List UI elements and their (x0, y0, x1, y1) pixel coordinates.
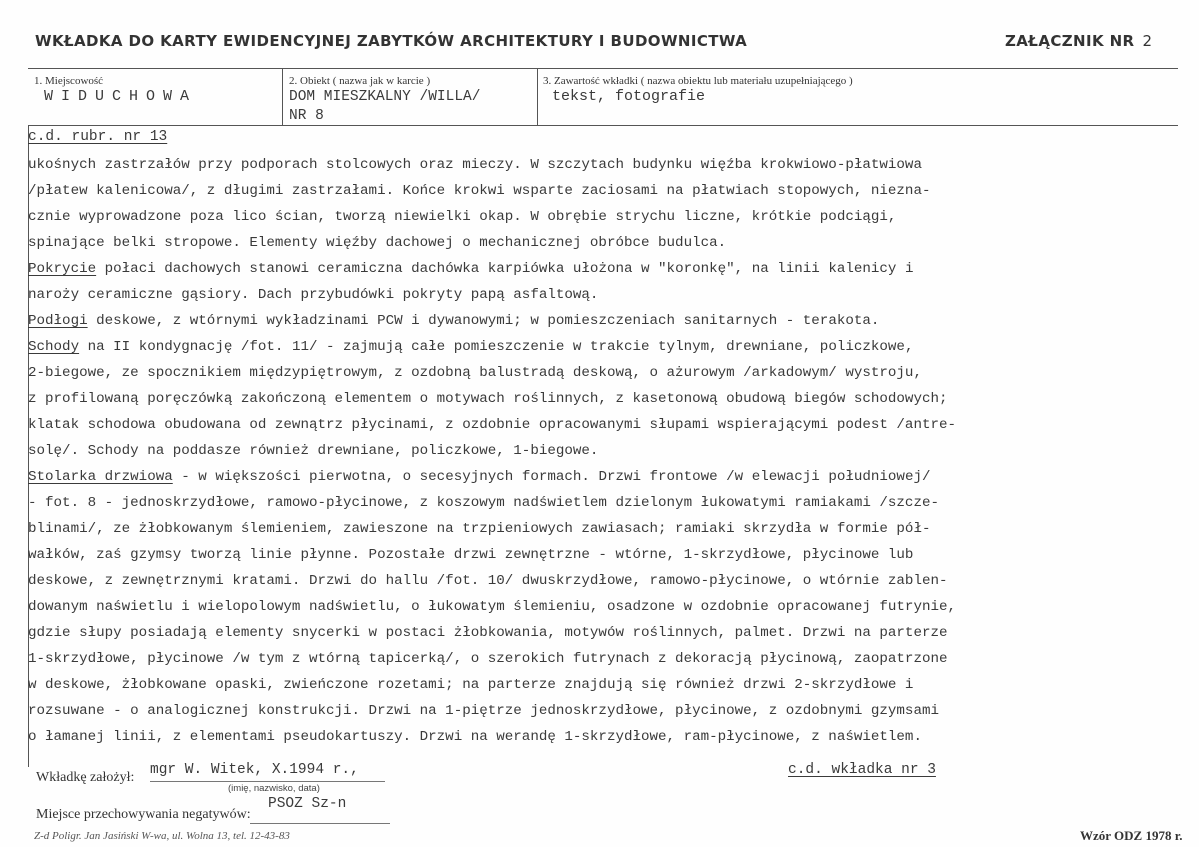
section-heading-floors: Podłogi (28, 313, 88, 329)
text-line: naroży ceramiczne gąsiory. Dach przybudówki pokryty papą asfaltową. (28, 287, 599, 303)
printer-imprint: Z-d Poligr. Jan Jasiński W-wa, ul. Wolna 13, tel. 12-43-83 (34, 830, 290, 842)
header-bottom-rule (28, 125, 1178, 126)
made-by-label: Wkładkę założył: (36, 770, 135, 785)
form-title: WKŁADKA DO KARTY EWIDENCYJNEJ ZABYTKÓW ARCHITEKTURY I BUDOWNICTWA (35, 32, 748, 50)
section-heading-stairs: Schody (28, 339, 80, 355)
text-line: w deskowe, żłobkowane opaski, zwieńczone rozetami; na parterze znajdują się również drzwi 2-skrzydłowe i (28, 677, 914, 693)
attachment-number (1005, 32, 1152, 50)
object-label: 2. Obiekt ( nazwa jak w karcie ) (289, 75, 431, 87)
attachment-label: ZAŁĄCZNIK NR (1005, 32, 1135, 50)
made-by-hint: (imię, nazwisko, data) (228, 783, 320, 794)
made-by-underline (150, 781, 385, 782)
attachment-value: 2 (1142, 32, 1153, 50)
section-heading-doors: Stolarka drzwiowa (28, 469, 173, 485)
continuation-marker: c.d. rubr. nr 13 (28, 129, 168, 145)
text-line: deskowe, z zewnętrznymi kratami. Drzwi do hallu /fot. 10/ dwuskrzydłowe, ramowo-płycinowe, o wtórnie zablen- (28, 573, 948, 589)
negatives-location-label: Miejsce przechowywania negatywów: (36, 807, 251, 822)
text-line: 2-biegowe, ze spocznikiem międzypiętrowym, z ozdobną balustradą deskową, o ażurowym /arkadowym/ wystroju, (28, 365, 922, 381)
negatives-underline (250, 823, 390, 824)
text-line: dowanym naświetlu i wielopolowym nadświetlu, o łukowatym ślemieniu, osadzone w ozdobnie opracowanej futrynie, (28, 599, 957, 615)
text-line: z profilowaną poręczówką zakończoną elementem o motywach roślinnych, z kasetonową obudową biegów schodowych; (28, 391, 948, 407)
text-line: wałków, zaś gzymsy tworzą linie płynne. Pozostałe drzwi zewnętrzne - wtórne, 1-skrzydłowe, płycinowe lub (28, 547, 914, 563)
column-divider-1 (282, 68, 283, 126)
text-line: solę/. Schody na poddasze również drewniane, policzkowe, 1-biegowe. (28, 443, 599, 459)
text-line: gdzie słupy posiadają elementy snycerki w postaci żłobkowania, motywów roślinnych, palmet. Drzwi na parterze (28, 625, 948, 641)
text-line (28, 261, 913, 277)
content-value: tekst, fotografie (552, 88, 706, 105)
column-divider-2 (537, 68, 538, 126)
text-line: spinające belki stropowe. Elementy więźby dachowej o mechanicznej obróbce budulca. (28, 235, 727, 251)
text-line: klatak schodowa obudowana od zewnątrz płycinami, z ozdobnie opracowanymi słupami wspierającymi podest /antre- (28, 417, 957, 433)
form-code: Wzór ODZ 1978 r. (1080, 828, 1183, 843)
text-line-rest: połaci dachowych stanowi ceramiczna dachówka karpiówka ułożona w "koronkę", na linii kalenicy i (96, 261, 914, 277)
text-line: cznie wyprowadzone poza lico ścian, tworzą niewielki okap. W obrębie strychu liczne, krótkie podciągi, (28, 209, 897, 225)
locality-value: WIDUCHOWA (44, 88, 198, 105)
text-line (28, 313, 879, 329)
text-line: /płatew kalenicowa/, z długimi zastrzałami. Końce krokwi wsparte zaciosami na płatwiach stopowych, niezna- (28, 183, 931, 199)
text-line: blinami/, ze żłobkowanym ślemieniem, zawieszone na trzpieniowych zawiasach; ramiaki skrzydła w formie pół- (28, 521, 931, 537)
text-line: rozsuwane - o analogicznej konstrukcji. Drzwi na 1-piętrze jednoskrzydłowe, płycinowe, z ozdobnymi gzymsami (28, 703, 939, 719)
made-by-value: mgr W. Witek, X.1994 r., (150, 762, 359, 778)
content-label: 3. Zawartość wkładki ( nazwa obiektu lub materiału uzupełniającego ) (543, 75, 853, 87)
section-heading-roof: Pokrycie (28, 261, 97, 277)
text-line (28, 339, 913, 355)
object-value (289, 88, 480, 126)
text-line-rest: deskowe, z wtórnymi wykładzinami PCW i dywanowymi; w pomieszczeniach sanitarnych - terakota. (87, 313, 880, 329)
text-line: 1-skrzydłowe, płycinowe /w tym z wtórną tapicerką/, o szerokich futrynach z dekoracją płycinową, zaopatrzone (28, 651, 948, 667)
text-line-rest: - w większości pierwotna, o secesyjnych formach. Drzwi frontowe /w elewacji południowej/ (172, 469, 931, 485)
text-line-rest: na II kondygnację /fot. 11/ - zajmują całe pomieszczenie w trakcie tylnym, drewniane, policzkowe, (79, 339, 914, 355)
locality-label: 1. Miejscowość (34, 75, 104, 87)
text-line: o łamanej linii, z elementami pseudokartuszy. Drzwi na werandę 1-skrzydłowe, ram-płycinowe, z naświetlem. (28, 729, 922, 745)
next-insert-reference: c.d. wkładka nr 3 (788, 762, 936, 778)
text-line: - fot. 8 - jednoskrzydłowe, ramowo-płycinowe, z koszowym nadświetlem dzielonym łukowatymi ramiakami /szcze- (28, 495, 939, 511)
object-value-line-1: DOM MIESZKALNY /WILLA/ (289, 89, 481, 105)
text-line (28, 469, 931, 485)
text-line: ukośnych zastrzałów przy podporach stolcowych oraz mieczy. W szczytach budynku więźba krokwiowo-płatwiowa (28, 157, 922, 173)
negatives-location-value: PSOZ Sz-n (268, 796, 347, 812)
header-top-rule (28, 68, 1178, 69)
object-value-line-2: NR 8 (289, 108, 324, 124)
